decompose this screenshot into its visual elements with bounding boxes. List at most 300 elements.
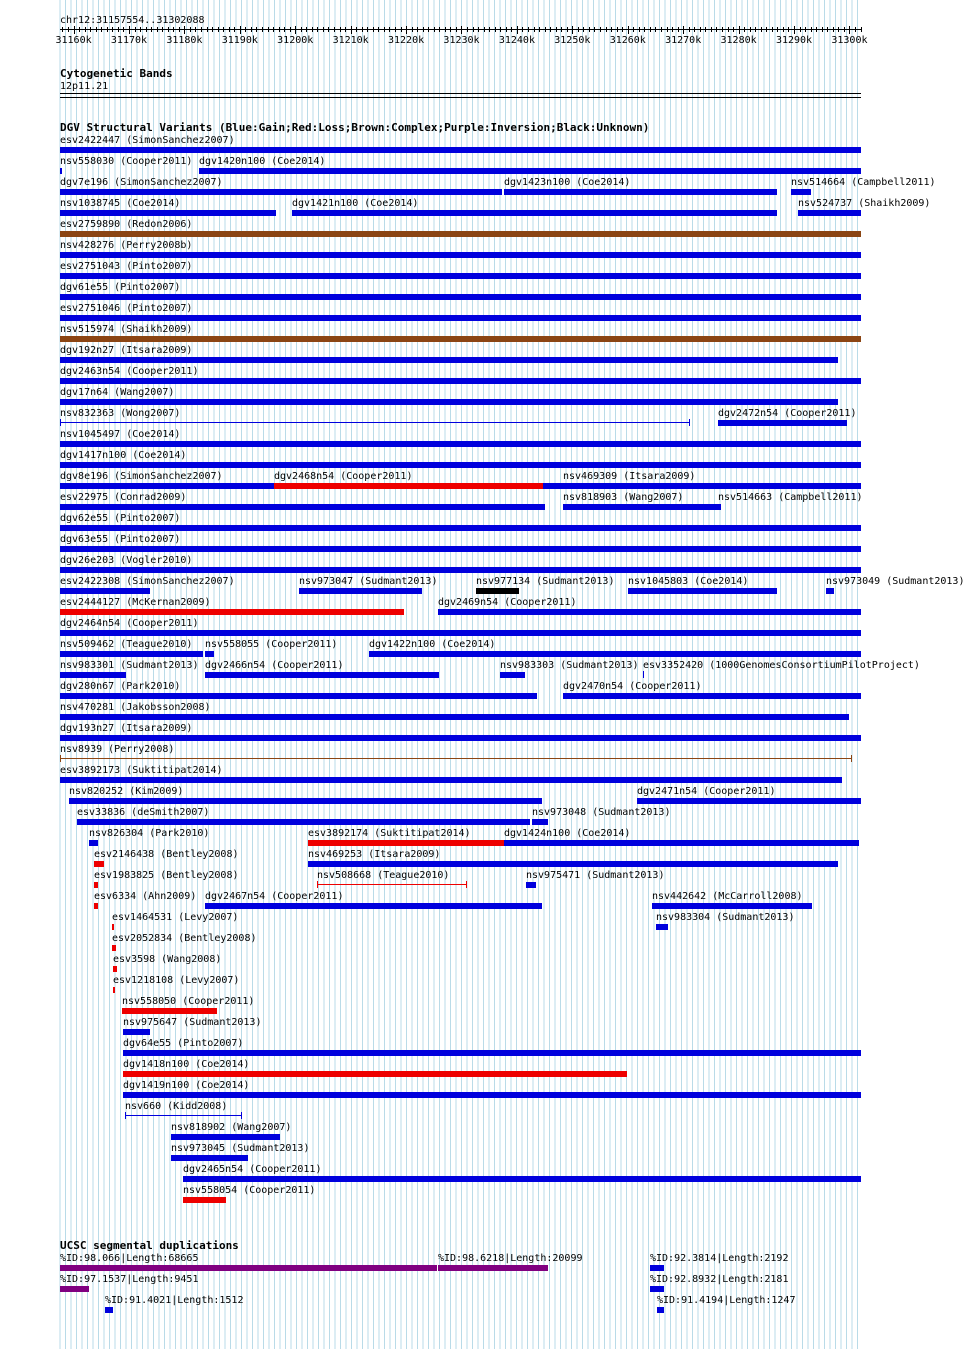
ruler-minor-tick bbox=[279, 27, 280, 32]
dgv-variant-label[interactable]: dgv192n27 (Itsara2009) bbox=[60, 345, 193, 356]
ruler-major-tick bbox=[406, 26, 407, 34]
ruler-minor-tick bbox=[678, 27, 679, 32]
dgv-variant-bar[interactable] bbox=[60, 525, 861, 531]
dgv-variant-bar[interactable] bbox=[60, 252, 861, 258]
dgv-variant-bar[interactable] bbox=[299, 588, 421, 594]
dgv-variant-label[interactable]: nsv514663 (Campbell2011) bbox=[718, 492, 863, 503]
dgv-variant-bar[interactable] bbox=[308, 840, 504, 846]
dgv-variant-bar[interactable] bbox=[60, 189, 502, 195]
ruler-minor-tick bbox=[511, 27, 512, 32]
dgv-variant-label[interactable]: nsv428276 (Perry2008b) bbox=[60, 240, 193, 251]
dgv-variant-bar[interactable] bbox=[171, 1134, 280, 1140]
ruler-tick-label: 31220k bbox=[388, 35, 425, 46]
ruler-minor-tick bbox=[484, 27, 485, 32]
dgv-variant-bar[interactable] bbox=[526, 882, 536, 888]
dgv-variant-label[interactable]: dgv1420n100 (Coe2014) bbox=[199, 156, 326, 167]
dgv-variant-label[interactable]: nsv508668 (Teague2010) bbox=[317, 870, 450, 881]
ruler-minor-tick bbox=[800, 27, 801, 32]
dgv-variant-label[interactable]: nsv975471 (Sudmant2013) bbox=[526, 870, 665, 881]
dgv-variant-bar[interactable] bbox=[798, 210, 861, 216]
dgv-variant-label[interactable]: nsv826304 (Park2010) bbox=[89, 828, 210, 839]
dgv-variant-bar[interactable] bbox=[94, 882, 98, 888]
ruler-minor-tick bbox=[179, 27, 180, 32]
dgv-variant-bar[interactable] bbox=[656, 924, 668, 930]
ruler-minor-tick bbox=[855, 27, 856, 32]
dgv-variant-label[interactable]: dgv2466n54 (Cooper2011) bbox=[205, 660, 344, 671]
dgv-variant-label[interactable]: esv2146438 (Bentley2008) bbox=[94, 849, 239, 860]
ruler-minor-tick bbox=[583, 27, 584, 32]
dgv-variant-bar[interactable] bbox=[113, 966, 117, 972]
dgv-variant-label[interactable]: nsv514664 (Campbell2011) bbox=[791, 177, 936, 188]
dgv-variant-bar[interactable] bbox=[500, 672, 525, 678]
dgv-variant-bar[interactable] bbox=[205, 651, 214, 657]
ruler-minor-tick bbox=[567, 27, 568, 32]
ruler-minor-tick bbox=[384, 27, 385, 32]
ruler-minor-tick bbox=[423, 27, 424, 32]
segdup-label[interactable]: %ID:98.6218|Length:20099 bbox=[438, 1253, 583, 1264]
dgv-variant-bar[interactable] bbox=[60, 462, 861, 468]
dgv-variant-label[interactable]: nsv558054 (Cooper2011) bbox=[183, 1185, 316, 1196]
cytoband-line-bottom bbox=[60, 97, 861, 98]
ruler-minor-tick bbox=[644, 27, 645, 32]
dgv-variant-label[interactable]: dgv280n67 (Park2010) bbox=[60, 681, 181, 692]
segdup-label[interactable]: %ID:91.4021|Length:1512 bbox=[105, 1295, 244, 1306]
ruler-tick-label: 31300k bbox=[831, 35, 868, 46]
ruler-minor-tick bbox=[783, 27, 784, 32]
dgv-variant-label[interactable]: dgv1422n100 (Coe2014) bbox=[369, 639, 496, 650]
ruler-minor-tick bbox=[284, 27, 285, 32]
ruler-minor-tick bbox=[456, 27, 457, 32]
dgv-variant-bar[interactable] bbox=[60, 588, 150, 594]
ruler-minor-tick bbox=[716, 27, 717, 32]
dgv-variant-label[interactable]: nsv470281 (Jakobsson2008) bbox=[60, 702, 211, 713]
ruler-minor-tick bbox=[805, 27, 806, 32]
dgv-variant-bar[interactable] bbox=[60, 294, 861, 300]
ruler-minor-tick bbox=[473, 27, 474, 32]
dgv-variant-label[interactable]: nsv558050 (Cooper2011) bbox=[122, 996, 255, 1007]
dgv-variant-label[interactable]: esv2759890 (Redon2006) bbox=[60, 219, 193, 230]
ruler-major-tick bbox=[572, 26, 573, 34]
dgv-variant-end-tick bbox=[317, 881, 318, 888]
dgv-variant-label[interactable]: nsv509462 (Teague2010) bbox=[60, 639, 193, 650]
dgv-variant-label[interactable]: dgv2469n54 (Cooper2011) bbox=[438, 597, 577, 608]
dgv-variant-label[interactable]: dgv61e55 (Pinto2007) bbox=[60, 282, 181, 293]
ruler-minor-tick bbox=[256, 27, 257, 32]
dgv-variant-label[interactable]: nsv975647 (Sudmant2013) bbox=[123, 1017, 262, 1028]
ruler-minor-tick bbox=[90, 27, 91, 32]
dgv-variant-bar[interactable] bbox=[60, 546, 861, 552]
ruler-minor-tick bbox=[340, 27, 341, 32]
dgv-variant-bar[interactable] bbox=[60, 399, 838, 405]
dgv-variant-label[interactable]: dgv2464n54 (Cooper2011) bbox=[60, 618, 199, 629]
ruler-minor-tick bbox=[467, 27, 468, 32]
ruler-minor-tick bbox=[140, 27, 141, 32]
ruler-tick-label: 31260k bbox=[609, 35, 646, 46]
dgv-variant-bar[interactable] bbox=[563, 504, 720, 510]
ruler-minor-tick bbox=[672, 27, 673, 32]
ruler-minor-tick bbox=[107, 27, 108, 32]
ruler-minor-tick bbox=[811, 27, 812, 32]
segdup-bar[interactable] bbox=[105, 1307, 113, 1313]
dgv-variant-label[interactable]: nsv1045497 (Coe2014) bbox=[60, 429, 181, 440]
dgv-variant-bar[interactable] bbox=[292, 210, 777, 216]
dgv-variant-bar[interactable] bbox=[791, 189, 810, 195]
segdup-bar[interactable] bbox=[60, 1286, 89, 1292]
dgv-variant-label[interactable]: nsv469253 (Itsara2009) bbox=[308, 849, 441, 860]
dgv-variant-bar[interactable] bbox=[199, 168, 861, 174]
dgv-variant-bar[interactable] bbox=[438, 609, 861, 615]
dgv-variant-label[interactable]: esv1464531 (Levy2007) bbox=[112, 912, 239, 923]
ruler-minor-tick bbox=[68, 27, 69, 32]
ruler-minor-tick bbox=[617, 27, 618, 32]
ruler-minor-tick bbox=[151, 27, 152, 32]
ruler-minor-tick bbox=[273, 27, 274, 32]
dgv-variant-label[interactable]: dgv193n27 (Itsara2009) bbox=[60, 723, 193, 734]
dgv-variant-bar[interactable] bbox=[628, 588, 778, 594]
segdup-label[interactable]: %ID:92.3814|Length:2192 bbox=[650, 1253, 789, 1264]
dgv-variant-end-tick bbox=[241, 1112, 242, 1119]
dgv-variant-label[interactable]: esv1218108 (Levy2007) bbox=[113, 975, 240, 986]
ruler-minor-tick bbox=[667, 27, 668, 32]
ruler-minor-tick bbox=[788, 27, 789, 32]
ruler-minor-tick bbox=[362, 27, 363, 32]
dgv-variant-bar[interactable] bbox=[113, 987, 115, 993]
segdup-bar[interactable] bbox=[438, 1265, 548, 1271]
ruler-minor-tick bbox=[589, 27, 590, 32]
dgv-variant-bar[interactable] bbox=[60, 441, 861, 447]
dgv-variant-bar[interactable] bbox=[60, 630, 861, 636]
dgv-variant-label[interactable]: nsv558055 (Cooper2011) bbox=[205, 639, 338, 650]
ruler-major-tick bbox=[351, 26, 352, 34]
dgv-variant-label[interactable]: esv33836 (deSmith2007) bbox=[77, 807, 210, 818]
ruler-minor-tick bbox=[173, 27, 174, 32]
segdup-bar[interactable] bbox=[657, 1307, 664, 1313]
dgv-variant-bar[interactable] bbox=[89, 840, 99, 846]
ruler-minor-tick bbox=[123, 27, 124, 32]
ruler-minor-tick bbox=[190, 27, 191, 32]
ruler-minor-tick bbox=[838, 27, 839, 32]
ruler-minor-tick bbox=[611, 27, 612, 32]
dgv-variant-bar[interactable] bbox=[69, 798, 542, 804]
ruler-minor-tick bbox=[434, 27, 435, 32]
dgv-variant-label[interactable]: esv2422308 (SimonSanchez2007) bbox=[60, 576, 235, 587]
ruler-minor-tick bbox=[234, 27, 235, 32]
dgv-variant-bar[interactable] bbox=[652, 903, 812, 909]
ruler-minor-tick bbox=[251, 27, 252, 32]
ruler-tick-label: 31200k bbox=[277, 35, 314, 46]
ruler-minor-tick bbox=[428, 27, 429, 32]
ruler-minor-tick bbox=[622, 27, 623, 32]
dgv-variant-label[interactable]: esv2422447 (SimonSanchez2007) bbox=[60, 135, 235, 146]
ruler-tick-label: 31240k bbox=[498, 35, 535, 46]
ruler-minor-tick bbox=[378, 27, 379, 32]
dgv-variant-bar[interactable] bbox=[60, 147, 861, 153]
dgv-variant-label[interactable]: nsv1045803 (Coe2014) bbox=[628, 576, 749, 587]
dgv-variant-label[interactable]: dgv2467n54 (Cooper2011) bbox=[205, 891, 344, 902]
segdup-bar[interactable] bbox=[650, 1286, 663, 1292]
dgv-variant-bar[interactable] bbox=[60, 714, 849, 720]
dgv-variant-bar[interactable] bbox=[60, 777, 842, 783]
dgv-variant-bar[interactable] bbox=[123, 1092, 861, 1098]
ruler-minor-tick bbox=[761, 27, 762, 32]
dgv-variant-label[interactable]: esv3892174 (Suktitipat2014) bbox=[308, 828, 471, 839]
dgv-variant-bar[interactable] bbox=[504, 189, 777, 195]
ruler-tick-label: 31270k bbox=[665, 35, 702, 46]
ruler-minor-tick bbox=[223, 27, 224, 32]
segdup-label[interactable]: %ID:97.1537|Length:9451 bbox=[60, 1274, 199, 1285]
dgv-variant-label[interactable]: nsv8939 (Perry2008) bbox=[60, 744, 175, 755]
dgv-variant-bar[interactable] bbox=[369, 651, 861, 657]
dgv-variant-bar[interactable] bbox=[183, 1176, 861, 1182]
segdup-track-title: UCSC segmental duplications bbox=[60, 1239, 239, 1252]
ruler-minor-tick bbox=[833, 27, 834, 32]
ruler-major-tick bbox=[849, 26, 850, 34]
dgv-variant-label[interactable]: dgv62e55 (Pinto2007) bbox=[60, 513, 181, 524]
ruler-minor-tick bbox=[766, 27, 767, 32]
dgv-variant-label[interactable]: nsv469309 (Itsara2009) bbox=[563, 471, 696, 482]
ruler-minor-tick bbox=[495, 27, 496, 32]
dgv-variant-label[interactable]: dgv1424n100 (Coe2014) bbox=[504, 828, 631, 839]
ruler-minor-tick bbox=[500, 27, 501, 32]
dgv-variant-label[interactable]: nsv973047 (Sudmant2013) bbox=[299, 576, 438, 587]
dgv-variant-line[interactable] bbox=[317, 884, 467, 885]
dgv-variant-label[interactable]: dgv7e196 (SimonSanchez2007) bbox=[60, 177, 223, 188]
dgv-variant-end-tick bbox=[689, 419, 690, 426]
dgv-variant-label[interactable]: dgv64e55 (Pinto2007) bbox=[123, 1038, 244, 1049]
dgv-variant-label[interactable]: esv2052834 (Bentley2008) bbox=[112, 933, 257, 944]
dgv-variant-label[interactable]: nsv558030 (Cooper2011) bbox=[60, 156, 193, 167]
dgv-variant-label[interactable]: dgv63e55 (Pinto2007) bbox=[60, 534, 181, 545]
dgv-variant-bar[interactable] bbox=[171, 1155, 249, 1161]
ruler-minor-tick bbox=[450, 27, 451, 32]
ruler-minor-tick bbox=[772, 27, 773, 32]
ruler-minor-tick bbox=[844, 27, 845, 32]
ruler-minor-tick bbox=[401, 27, 402, 32]
dgv-variant-label[interactable]: nsv973045 (Sudmant2013) bbox=[171, 1143, 310, 1154]
segdup-bar[interactable] bbox=[650, 1265, 663, 1271]
dgv-variant-label[interactable]: dgv1417n100 (Coe2014) bbox=[60, 450, 187, 461]
dgv-variant-bar[interactable] bbox=[60, 672, 126, 678]
dgv-variant-bar[interactable] bbox=[183, 1197, 226, 1203]
dgv-variant-bar[interactable] bbox=[60, 651, 203, 657]
dgv-variant-bar[interactable] bbox=[123, 1071, 626, 1077]
ruler-minor-tick bbox=[262, 27, 263, 32]
dgv-variant-bar[interactable] bbox=[60, 357, 838, 363]
dgv-variant-label[interactable]: esv6334 (Ahn2009) bbox=[94, 891, 197, 902]
dgv-variant-bar[interactable] bbox=[60, 336, 861, 342]
dgv-variant-label[interactable]: dgv2471n54 (Cooper2011) bbox=[637, 786, 776, 797]
segdup-label[interactable]: %ID:91.4194|Length:1247 bbox=[657, 1295, 796, 1306]
dgv-variant-bar[interactable] bbox=[532, 819, 548, 825]
dgv-variant-label[interactable]: nsv820252 (Kim2009) bbox=[69, 786, 184, 797]
dgv-variant-bar[interactable] bbox=[826, 588, 834, 594]
dgv-variant-end-tick bbox=[466, 881, 467, 888]
ruler-minor-tick bbox=[146, 27, 147, 32]
ruler-major-tick bbox=[74, 26, 75, 34]
ruler-minor-tick bbox=[534, 27, 535, 32]
ruler-minor-tick bbox=[290, 27, 291, 32]
ruler-minor-tick bbox=[245, 27, 246, 32]
dgv-track-title: DGV Structural Variants (Blue:Gain;Red:Loss;Brown:Complex;Purple:Inversion;Black:Unknown) bbox=[60, 121, 650, 134]
dgv-variant-bar[interactable] bbox=[112, 924, 114, 930]
ruler-major-tick bbox=[794, 26, 795, 34]
dgv-variant-label[interactable]: dgv2465n54 (Cooper2011) bbox=[183, 1164, 322, 1175]
ruler-major-tick bbox=[628, 26, 629, 34]
dgv-variant-bar[interactable] bbox=[60, 273, 861, 279]
ruler-major-tick bbox=[240, 26, 241, 34]
dgv-variant-label[interactable]: nsv983301 (Sudmant2013) bbox=[60, 660, 199, 671]
ruler-tick-label: 31190k bbox=[221, 35, 258, 46]
dgv-variant-label[interactable]: esv2444127 (McKernan2009) bbox=[60, 597, 211, 608]
ruler-minor-tick bbox=[639, 27, 640, 32]
ruler-minor-tick bbox=[79, 27, 80, 32]
dgv-variant-bar[interactable] bbox=[94, 861, 105, 867]
ruler-major-tick bbox=[517, 26, 518, 34]
dgv-variant-bar[interactable] bbox=[637, 798, 861, 804]
segdup-bar[interactable] bbox=[60, 1265, 437, 1271]
ruler-minor-tick bbox=[506, 27, 507, 32]
dgv-variant-label[interactable]: dgv2463n54 (Cooper2011) bbox=[60, 366, 199, 377]
dgv-variant-bar[interactable] bbox=[112, 945, 116, 951]
dgv-variant-label[interactable]: esv2751043 (Pinto2007) bbox=[60, 261, 193, 272]
ruler-minor-tick bbox=[744, 27, 745, 32]
ruler-minor-tick bbox=[606, 27, 607, 32]
ruler-minor-tick bbox=[112, 27, 113, 32]
dgv-variant-label[interactable]: dgv2468n54 (Cooper2011) bbox=[274, 471, 413, 482]
dgv-variant-end-tick bbox=[60, 419, 61, 426]
ruler-minor-tick bbox=[356, 27, 357, 32]
dgv-variant-bar[interactable] bbox=[60, 504, 545, 510]
ruler-tick-label: 31160k bbox=[55, 35, 92, 46]
ruler-minor-tick bbox=[722, 27, 723, 32]
ruler-minor-tick bbox=[157, 27, 158, 32]
dgv-variant-label[interactable]: nsv524737 (Shaikh2009) bbox=[798, 198, 931, 209]
dgv-variant-bar[interactable] bbox=[205, 903, 541, 909]
dgv-variant-bar[interactable] bbox=[123, 1050, 861, 1056]
dgv-variant-bar[interactable] bbox=[77, 819, 529, 825]
dgv-variant-label[interactable]: esv3892173 (Suktitipat2014) bbox=[60, 765, 223, 776]
dgv-variant-end-tick bbox=[851, 755, 852, 762]
ruler-minor-tick bbox=[328, 27, 329, 32]
dgv-variant-bar[interactable] bbox=[123, 1029, 150, 1035]
dgv-variant-bar[interactable] bbox=[205, 672, 439, 678]
dgv-variant-bar[interactable] bbox=[476, 588, 519, 594]
ruler-minor-tick bbox=[733, 27, 734, 32]
dgv-variant-bar[interactable] bbox=[122, 1008, 217, 1014]
dgv-variant-label[interactable]: nsv1038745 (Coe2014) bbox=[60, 198, 181, 209]
dgv-variant-label[interactable]: nsv832363 (Wong2007) bbox=[60, 408, 181, 419]
dgv-variant-label[interactable]: dgv26e203 (Vogler2010) bbox=[60, 555, 193, 566]
dgv-variant-bar[interactable] bbox=[274, 483, 543, 489]
ruler-minor-tick bbox=[412, 27, 413, 32]
dgv-variant-bar[interactable] bbox=[504, 840, 859, 846]
dgv-variant-label[interactable]: dgv1421n100 (Coe2014) bbox=[292, 198, 419, 209]
ruler-minor-tick bbox=[218, 27, 219, 32]
ruler-minor-tick bbox=[229, 27, 230, 32]
region-label: chr12:31157554..31302088 bbox=[60, 15, 205, 26]
dgv-variant-label[interactable]: nsv442642 (McCarroll2008) bbox=[652, 891, 803, 902]
segdup-label[interactable]: %ID:92.8932|Length:2181 bbox=[650, 1274, 789, 1285]
ruler-minor-tick bbox=[168, 27, 169, 32]
ruler-minor-tick bbox=[395, 27, 396, 32]
dgv-variant-label[interactable]: nsv977134 (Sudmant2013) bbox=[476, 576, 615, 587]
dgv-variant-bar[interactable] bbox=[60, 210, 276, 216]
dgv-variant-label[interactable]: dgv2472n54 (Cooper2011) bbox=[718, 408, 857, 419]
ruler-minor-tick bbox=[539, 27, 540, 32]
dgv-variant-bar[interactable] bbox=[563, 483, 861, 489]
ruler-minor-tick bbox=[323, 27, 324, 32]
ruler-major-tick bbox=[184, 26, 185, 34]
ruler-minor-tick bbox=[694, 27, 695, 32]
dgv-variant-bar[interactable] bbox=[60, 315, 861, 321]
dgv-variant-bar[interactable] bbox=[60, 567, 861, 573]
dgv-variant-bar[interactable] bbox=[718, 420, 847, 426]
ruler-minor-tick bbox=[207, 27, 208, 32]
dgv-variant-label[interactable]: nsv983303 (Sudmant2013) bbox=[500, 660, 639, 671]
dgv-variant-label[interactable]: esv3352420 (1000GenomesConsortiumPilotProject) bbox=[643, 660, 920, 671]
dgv-variant-label[interactable]: esv1983825 (Bentley2008) bbox=[94, 870, 239, 881]
ruler-minor-tick bbox=[755, 27, 756, 32]
dgv-variant-bar[interactable] bbox=[60, 378, 861, 384]
dgv-variant-label[interactable]: dgv8e196 (SimonSanchez2007) bbox=[60, 471, 223, 482]
ruler-minor-tick bbox=[118, 27, 119, 32]
ruler-major-tick bbox=[461, 26, 462, 34]
cytoband-line-top bbox=[60, 93, 861, 94]
dgv-variant-label[interactable]: nsv818903 (Wang2007) bbox=[563, 492, 684, 503]
dgv-variant-label[interactable]: esv22975 (Conrad2009) bbox=[60, 492, 187, 503]
segdup-label[interactable]: %ID:98.066|Length:68665 bbox=[60, 1253, 199, 1264]
dgv-variant-label[interactable]: nsv515974 (Shaikh2009) bbox=[60, 324, 193, 335]
dgv-variant-bar[interactable] bbox=[60, 231, 861, 237]
ruler-minor-tick bbox=[777, 27, 778, 32]
dgv-variant-bar[interactable] bbox=[60, 735, 861, 741]
cytoband-track-title: Cytogenetic Bands bbox=[60, 67, 173, 80]
dgv-variant-bar[interactable] bbox=[94, 903, 98, 909]
dgv-variant-bar[interactable] bbox=[60, 609, 404, 615]
ruler-minor-tick bbox=[550, 27, 551, 32]
dgv-variant-label[interactable]: nsv973048 (Sudmant2013) bbox=[532, 807, 671, 818]
dgv-variant-marker[interactable] bbox=[643, 671, 644, 678]
dgv-variant-label[interactable]: dgv1418n100 (Coe2014) bbox=[123, 1059, 250, 1070]
dgv-variant-label[interactable]: nsv983304 (Sudmant2013) bbox=[656, 912, 795, 923]
cytoband-name: 12p11.21 bbox=[60, 81, 109, 92]
dgv-variant-line[interactable] bbox=[60, 758, 852, 759]
ruler-minor-tick bbox=[162, 27, 163, 32]
dgv-variant-label[interactable]: dgv2470n54 (Cooper2011) bbox=[563, 681, 702, 692]
dgv-variant-line[interactable] bbox=[125, 1115, 242, 1116]
dgv-variant-bar[interactable] bbox=[308, 861, 838, 867]
dgv-variant-label[interactable]: dgv17n64 (Wang2007) bbox=[60, 387, 175, 398]
ruler-minor-tick bbox=[334, 27, 335, 32]
dgv-variant-bar[interactable] bbox=[563, 693, 861, 699]
dgv-variant-label[interactable]: dgv1419n100 (Coe2014) bbox=[123, 1080, 250, 1091]
dgv-variant-bar[interactable] bbox=[60, 168, 62, 174]
dgv-variant-label[interactable]: dgv1423n100 (Coe2014) bbox=[504, 177, 631, 188]
ruler-minor-tick bbox=[317, 27, 318, 32]
dgv-variant-bar[interactable] bbox=[718, 504, 721, 510]
ruler-minor-tick bbox=[489, 27, 490, 32]
ruler-tick-label: 31180k bbox=[166, 35, 203, 46]
dgv-variant-bar[interactable] bbox=[60, 693, 537, 699]
dgv-variant-label[interactable]: nsv818902 (Wang2007) bbox=[171, 1122, 292, 1133]
dgv-variant-label[interactable]: esv2751046 (Pinto2007) bbox=[60, 303, 193, 314]
ruler-minor-tick bbox=[345, 27, 346, 32]
dgv-variant-line[interactable] bbox=[60, 422, 690, 423]
dgv-variant-label[interactable]: esv3598 (Wang2008) bbox=[113, 954, 222, 965]
dgv-variant-label[interactable]: nsv660 (Kidd2008) bbox=[125, 1101, 228, 1112]
dgv-variant-label[interactable]: nsv973049 (Sudmant2013) bbox=[826, 576, 964, 587]
ruler-minor-tick bbox=[62, 27, 63, 32]
